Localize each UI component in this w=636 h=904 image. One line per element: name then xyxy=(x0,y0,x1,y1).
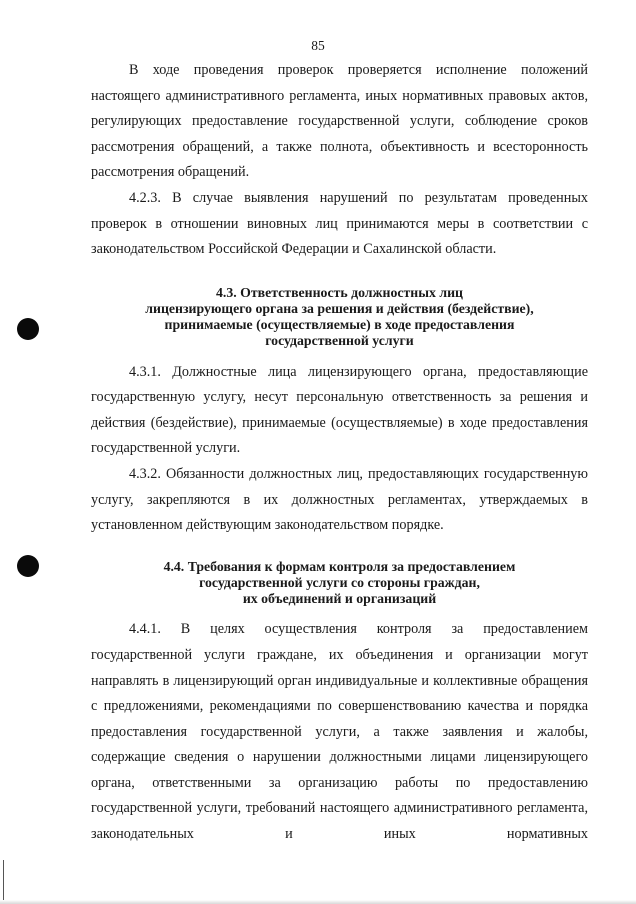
section-heading-4-3 xyxy=(91,285,588,350)
heading-line: 4.4. Требования к формам контроля за предоставлением xyxy=(163,558,516,574)
paragraph: 4.3.2. Обязанности должностных лиц, предоставляющих государственную услугу, закрепляются в их должностных регламентах, утверждаемых в установленном действующим законодательством порядке. xyxy=(91,465,588,534)
paragraph: В ходе проведения проверок проверяется исполнение положений настоящего административного регламента, иных нормативных правовых актов, регулирующих предоставление государственной услуги, соблюдение сроков рассмотрения обращений, а также полнота, объективность и всесторонность рассмотрения обращений. xyxy=(91,62,588,181)
page-number: 85 xyxy=(311,38,325,53)
paragraph: 4.3.1. Должностные лица лицензирующего органа, предоставляющие государственную услугу, несут персональную ответственность за решения и действия (бездействие), принимаемые (осуществляемые) в ходе предоставления государственной услуги. xyxy=(91,363,588,457)
heading-line: государственной услуги xyxy=(265,333,414,349)
heading-line: принимаемые (осуществляемые) в ходе предоставления xyxy=(164,317,515,333)
paragraph: 4.2.3. В случае выявления нарушений по результатам проведенных проверок в отношении виновных лиц принимаются меры в соответствии с законодательством Российской Федерации и Сахалинской области. xyxy=(91,189,588,258)
scan-margin-line xyxy=(3,860,4,904)
heading-line: их объединений и организаций xyxy=(242,591,437,607)
heading-line: лицензирующего органа за решения и действия (бездействие), xyxy=(145,300,534,316)
section-heading-4-4 xyxy=(91,559,588,608)
binder-hole xyxy=(17,318,39,340)
binder-hole xyxy=(17,555,39,577)
heading-line: государственной услуги со стороны граждан, xyxy=(199,574,480,590)
document-body xyxy=(91,58,588,848)
heading-line: 4.3. Ответственность должностных лиц xyxy=(216,284,463,300)
paragraph: 4.4.1. В целях осуществления контроля за предоставлением государственной услуги граждане, их объединения и организации могут направлять в лицензирующий орган индивидуальные и коллективные обращения с предложениями, рекомендациями по совершенствованию качества и порядка предоставления государственной услуги, а также заявления и жалобы, содержащие сведения о нарушении должностными лицами лицензирующего органа, ответственными за организацию работы по предоставлению государственной услуги, требований настоящего административного регламента, законодательных и иных нормативных xyxy=(91,621,588,843)
scan-bottom-edge xyxy=(0,900,636,904)
